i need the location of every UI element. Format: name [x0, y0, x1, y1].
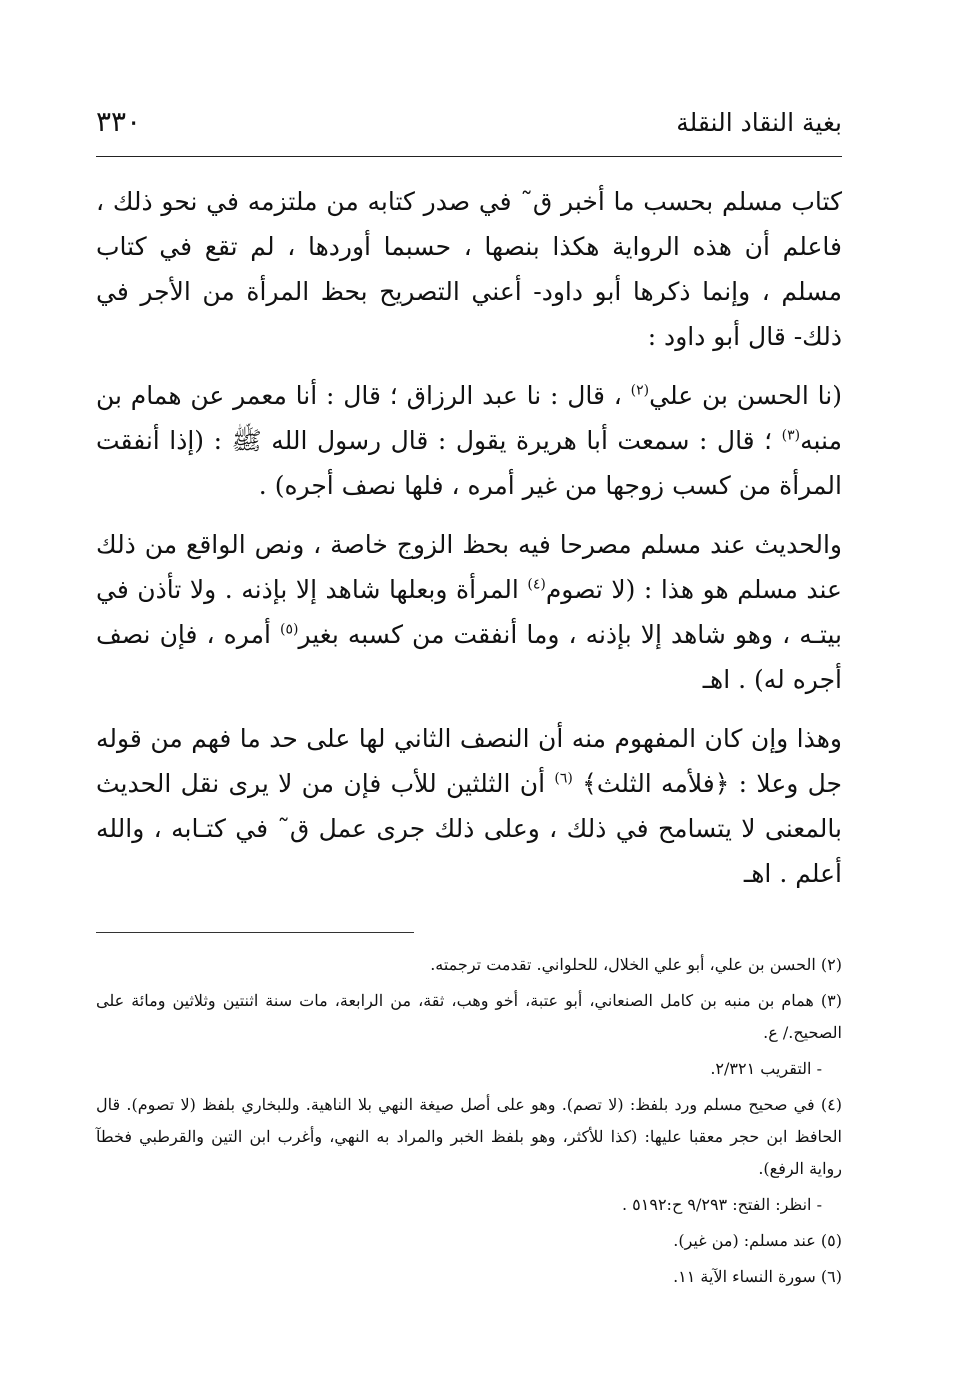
paragraph-4-part-a: وهذا وإن كان المفهوم منه أن النصف الثاني لها على حد ما فهم من قوله جل وعلا : ﴿فلأمه الثلث﴾: [96, 724, 842, 798]
footnote-ref-5: (٥): [279, 621, 299, 638]
footnote-dash: -: [816, 1195, 822, 1214]
paragraph-3-part-b: المرأة وبعلها شاهد إلا بإذنه . ولا تأذن في بيتـه ، وهو شاهد إلا بإذنه ، وما أنفقت من كسبه بغير: [96, 575, 843, 649]
paragraph-3-part-c: أمره ، فإن نصف أجره له) . اهـ: [96, 620, 842, 694]
paragraph-3: [96, 522, 842, 702]
footnote-2: [96, 949, 842, 981]
main-text: [96, 179, 842, 896]
footnote-ref-3: (٣): [781, 427, 801, 444]
paragraph-2-part-c: ؛ قال : سمعت أبا هريرة يقول : قال رسول الله ﷺ : (إذا أنفقت المرأة من كسب زوجها من غير أمره ، فلها نصف أجره) .: [96, 426, 842, 500]
footnote-number: (٥): [820, 1231, 842, 1250]
footnote-number: (٢): [820, 955, 842, 974]
footnote-ref-2: (٢): [630, 382, 650, 399]
footnote-text: الحسن بن علي، أبو علي الخلال، للحلواني. تقدمت ترجمته.: [430, 955, 816, 974]
footnote-5: [96, 1225, 842, 1257]
footnote-ref-4: (٤): [527, 576, 546, 593]
paragraph-1: كتاب مسلم بحسب ما أخبر ق˜ في صدر كتابه من ملتزمه في نحو ذلك ، فاعلم أن هذه الرواية هكذا بنصها ، حسبما أوردها ، لم تقع في كتاب مسلم ، وإنما ذكرها أبو داود- أعني التصريح بحظ المرأة من الأجر في ذلك- قال أبو داود :: [96, 187, 842, 351]
footnote-3-reference: [96, 1053, 842, 1085]
footnote-text: همام بن منبه بن كامل الصنعاني، أبو عتبة، أخو وهب، ثقة، من الرابعة، مات سنة اثنتين وثلاثين ومائة على الصحيح./ ع.: [96, 991, 842, 1042]
paragraph-2-part-b: ، قال : نا عبد الرزاق ؛ قال : أنا معمر عن همام بن منبه: [96, 381, 842, 455]
footnote-number: (٦): [820, 1267, 842, 1286]
book-title: بغية النقاد النقلة: [676, 108, 842, 137]
paragraph-4: [96, 716, 842, 896]
footnote-separator: [96, 932, 414, 933]
footnote-text: سورة النساء الآية ١١.: [673, 1267, 816, 1286]
footnote-dash: -: [816, 1059, 822, 1078]
footnote-text: انظر: الفتح: ٩/٢٩٣ ح:٥١٩٢ .: [622, 1195, 812, 1214]
footnote-text: التقريب ٢/٣٢١.: [710, 1059, 812, 1078]
paragraph-4-part-b: أن الثلثين للأب فإن من لا يرى نقل الحديث بالمعنى لا يتسامح في ذلك ، وعلى ذلك جرى عمل ق˜ في كتـابه ، والله أعلم . اهـ: [96, 769, 842, 888]
footnote-4-reference: [96, 1189, 842, 1221]
paragraph-2: [96, 373, 842, 508]
running-header: [96, 96, 842, 157]
footnote-number: (٣): [820, 991, 842, 1010]
footnote-3: [96, 985, 842, 1049]
book-page: [96, 96, 842, 1346]
footnotes: [96, 949, 842, 1293]
paragraph-2-part-a: (نا الحسن بن علي: [649, 381, 842, 410]
footnote-text: في صحيح مسلم ورد بلفظ: (لا تصم). وهو على أصل صيغة النهي بلا الناهية. وللبخاري بلفظ (لا تصوم). قال الحافظ ابن حجر معقبا عليها: (كذا للأكثر، وهو بلفظ الخبر والمراد به النهي، وأغرب ابن التين والقرطبي فخطآ رواية الرفع).: [96, 1095, 842, 1178]
footnote-text: عند مسلم: (من غير).: [673, 1231, 816, 1250]
paragraph-3-part-a: والحديث عند مسلم مصرحا فيه بحظ الزوج خاصة ، ونص الواقع من ذلك عند مسلم هو هذا : (لا تصوم: [96, 530, 842, 604]
footnote-ref-6: (٦): [554, 770, 573, 787]
page-number: ٣٣٠: [96, 105, 142, 138]
footnote-4: [96, 1089, 842, 1185]
footnote-6: [96, 1261, 842, 1293]
footnote-number: (٤): [820, 1095, 842, 1114]
